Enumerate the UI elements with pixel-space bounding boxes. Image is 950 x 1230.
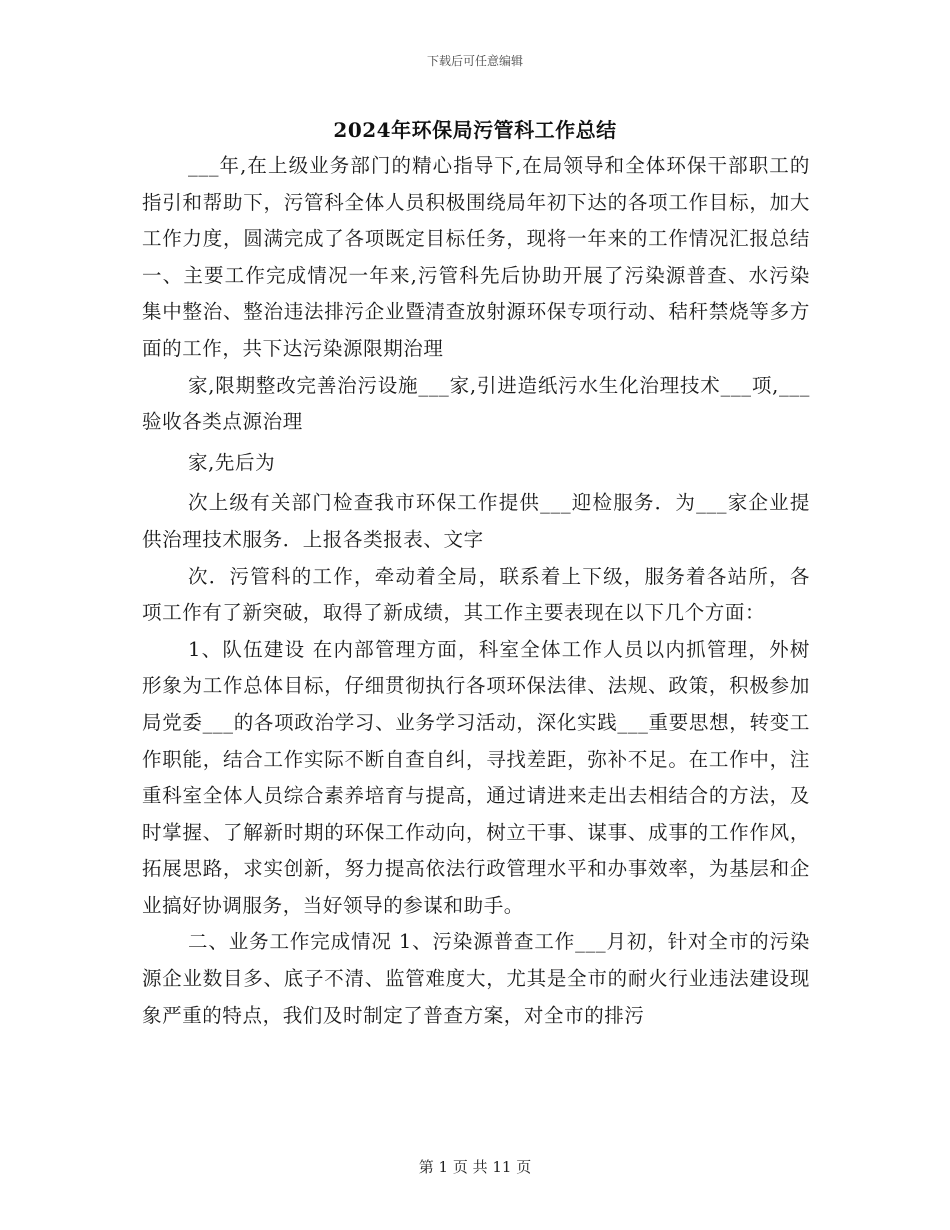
paragraph-fragment: 家,先后为 bbox=[188, 450, 276, 474]
page-header-note: 下载后可任意编辑 bbox=[426, 54, 523, 68]
paragraph-inspection: 次上级有关部门检查我市环保工作提供___迎检服务．为___家企业提供治理技术服务．上报各类报表、文字 bbox=[142, 491, 810, 551]
page-number: 第 1 页 共 11 页 bbox=[418, 1158, 532, 1176]
document-body bbox=[142, 148, 810, 1034]
paragraph-business-work: 二、业务工作完成情况 1、污染源普查工作___月初，针对全市的污染源企业数目多、底子不清、监管难度大，尤其是全市的耐火行业违法建设现象严重的特点，我们及时制定了普查方案，对全市的排污 bbox=[142, 930, 810, 1027]
paragraph-team-building: 1、队伍建设 在内部管理方面，科室全体工作人员以内抓管理，外树形象为工作总体目标，仔细贯彻执行各项环保法律、法规、政策，积极参加局党委___的各项政治学习、业务学习活动，深化实践___重要思想，转变工作职能，结合工作实际不断自查自纠，寻找差距，弥补不足。在工作中，注重科室全体人员综合素养培育与提高，通过请进来走出去相结合的方法，及时掌握、了解新时期的环保工作动向，树立干事、谋事、成事的工作作风，拓展思路，求实创新，努力提高依法行政管理水平和办事效率，为基层和企业搞好协调服务，当好领导的参谋和助手。 bbox=[142, 637, 810, 917]
paragraph-intro: ___年,在上级业务部门的精心指导下,在局领导和全体环保干部职工的指引和帮助下，污管科全体人员积极围绕局年初下达的各项工作目标，加大工作力度，圆满完成了各项既定目标任务，现将一年来的工作情况汇报总结一、主要工作完成情况一年来,污管科先后协助开展了污染源普查、水污染集中整治、整治违法排污企业暨清查放射源环保专项行动、秸秆禁烧等多方面的工作，共下达污染源限期治理 bbox=[142, 154, 810, 360]
document-title: 2024年环保局污管科工作总结 bbox=[333, 118, 617, 142]
paragraph-remediation: 家,限期整改完善治污设施___家,引进造纸污水生化治理技术___项,___验收各类点源治理 bbox=[142, 373, 810, 434]
paragraph-summary: 次．污管科的工作，牵动着全局，联系着上下级，服务着各站所，各项工作有了新突破，取得了新成绩，其工作主要表现在以下几个方面： bbox=[142, 564, 810, 625]
